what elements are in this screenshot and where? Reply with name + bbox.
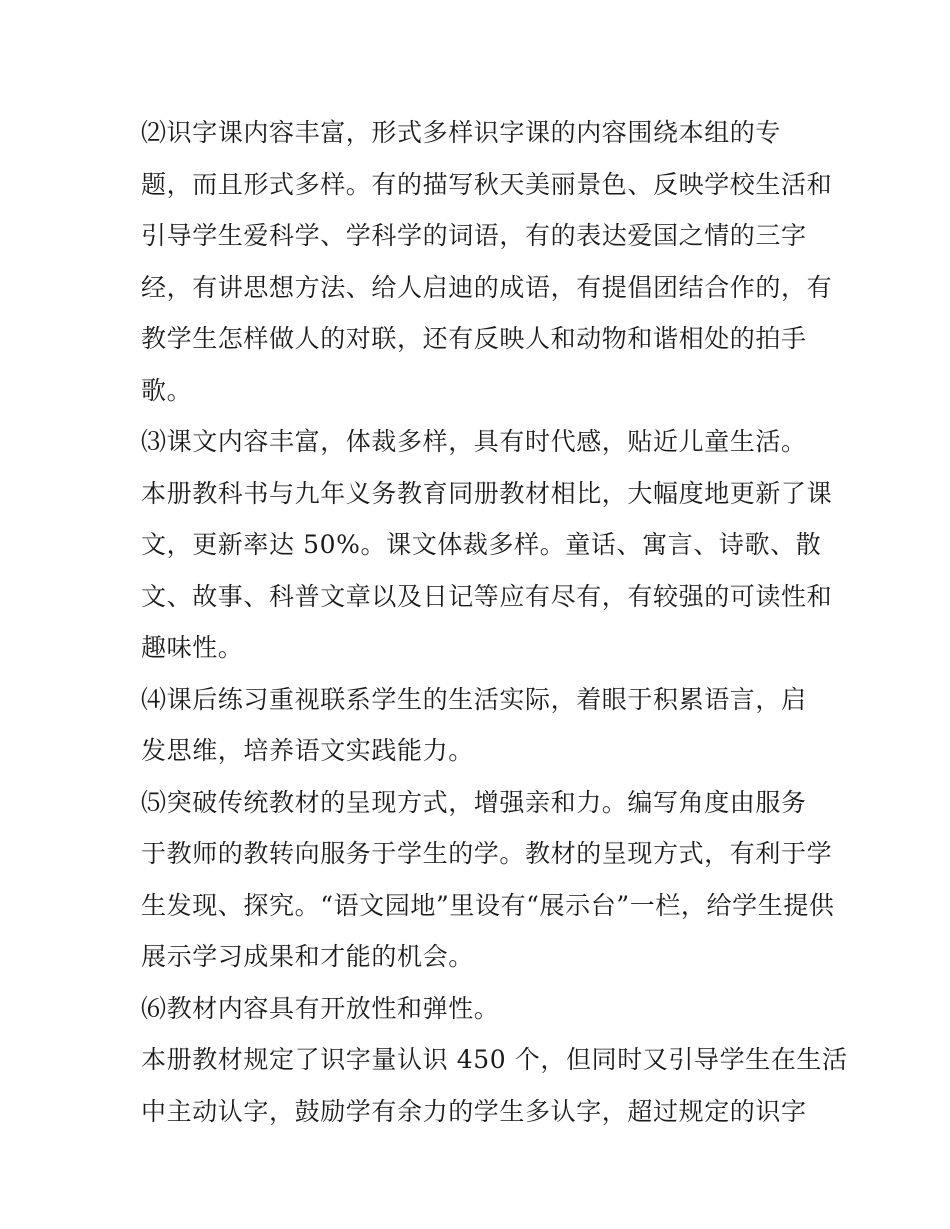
- text-line: 引导学生爱科学、学科学的词语，有的表达爱国之情的三字: [141, 221, 807, 250]
- text-line: ⑷课后练习重视联系学生的生活实际，着眼于积累语言，启: [141, 684, 807, 714]
- text-line: 题，而且形式多样。有的描写秋天美丽景色、反映学校生活和: [141, 169, 833, 199]
- text-line: 展示学习成果和才能的机会。: [141, 942, 474, 971]
- text-line: 发思维，培养语文实践能力。: [141, 736, 474, 765]
- text-line: 中主动认字，鼓励学有余力的学生多认字，超过规定的识字: [141, 1096, 807, 1126]
- text-line: 教学生怎样做人的对联，还有反映人和动物和谐相处的拍手: [141, 324, 807, 353]
- text-line: 歌。: [141, 375, 193, 405]
- text-line: ⑶课文内容丰富，体裁多样，具有时代感，贴近儿童生活。: [141, 427, 807, 456]
- text-line: 本册教材规定了识字量认识 450 个，但同时又引导学生在生活: [141, 1045, 848, 1074]
- text-line: ⑸突破传统教材的呈现方式，增强亲和力。编写角度由服务: [141, 787, 807, 817]
- text-line: ⑵识字课内容丰富，形式多样识字课的内容围绕本组的专: [141, 118, 782, 147]
- text-line: 本册教科书与九年义务教育同册教材相比，大幅度地更新了课: [141, 478, 833, 508]
- text-line: 文，更新率达 50%。课文体裁多样。童话、寓言、诗歌、散: [141, 530, 822, 559]
- text-line: 于教师的教转向服务于学生的学。教材的呈现方式，有利于学: [141, 839, 833, 868]
- text-line: 生发现、探究。“语文园地”里设有“展示台”一栏，给学生提供: [141, 890, 835, 920]
- text-line: 经，有讲思想方法、给人启迪的成语，有提倡团结合作的，有: [141, 272, 833, 302]
- text-line: ⑹教材内容具有开放性和弹性。: [141, 993, 500, 1023]
- document-body: [141, 107, 848, 1137]
- text-line: 趣味性。: [141, 633, 244, 662]
- text-line: 文、故事、科普文章以及日记等应有尽有，有较强的可读性和: [141, 581, 833, 611]
